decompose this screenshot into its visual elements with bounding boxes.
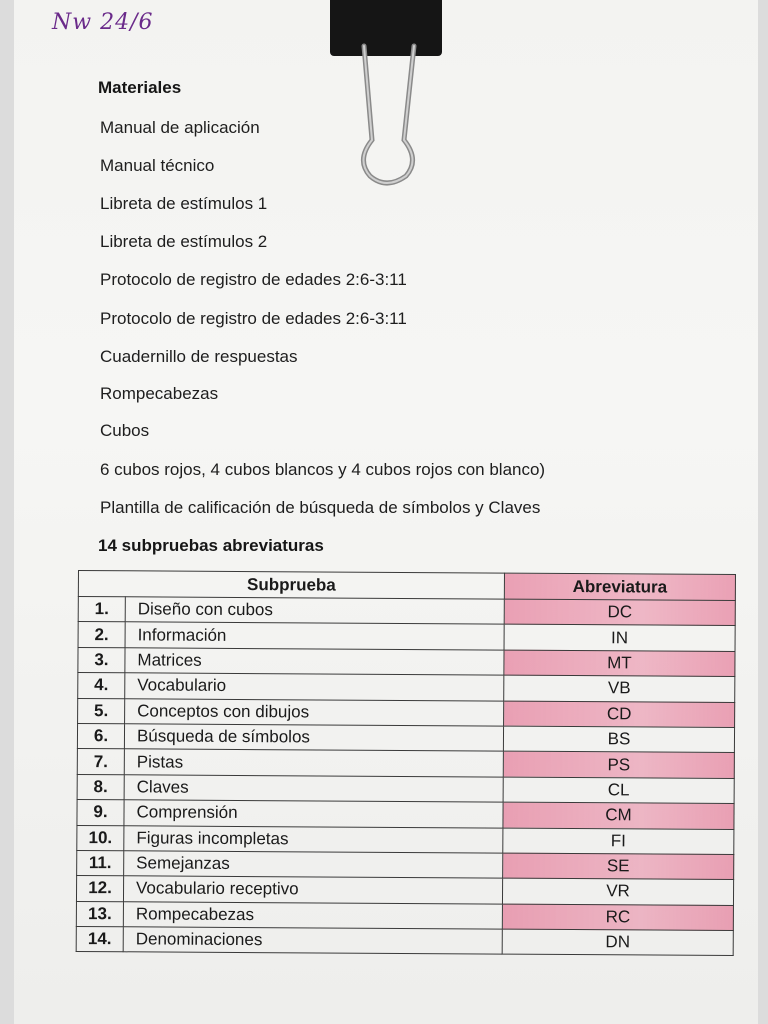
table-header-row — [78, 571, 735, 601]
subtest-number: 4. — [78, 673, 125, 699]
table-row — [76, 876, 733, 905]
materials-list-item: Rompecabezas — [100, 384, 219, 403]
subtest-abbreviation: DC — [504, 599, 735, 626]
table-row — [78, 597, 735, 626]
materials-list-item: Cubos — [100, 421, 150, 440]
subtests-heading: 14 subpruebas abreviaturas — [98, 536, 324, 555]
table-row — [77, 825, 734, 854]
subtest-abbreviation: VR — [502, 878, 733, 905]
table-row — [76, 901, 733, 930]
subtest-name: Búsqueda de símbolos — [124, 724, 503, 752]
subtest-abbreviation: MT — [504, 650, 735, 677]
subtest-abbreviation: DN — [502, 929, 733, 956]
table-row — [77, 723, 734, 752]
subtests-table — [76, 570, 736, 956]
table-row — [77, 774, 734, 803]
subtest-name: Información — [125, 622, 504, 650]
subtest-abbreviation: RC — [502, 904, 733, 931]
table-row — [78, 673, 735, 702]
table-row — [78, 647, 735, 676]
subtest-abbreviation: CL — [503, 777, 734, 804]
subtest-number: 14. — [76, 927, 123, 953]
binder-clip-icon — [330, 0, 442, 190]
subtest-number: 12. — [76, 876, 123, 902]
table-row — [77, 800, 734, 829]
subtest-name: Comprensión — [124, 800, 503, 828]
table-row — [77, 749, 734, 778]
subtest-name: Denominaciones — [123, 927, 502, 955]
subtest-number: 11. — [77, 850, 124, 876]
subtest-number: 13. — [76, 901, 123, 927]
subtest-number: 5. — [78, 698, 125, 724]
table-row — [76, 927, 733, 956]
subtest-name: Diseño con cubos — [125, 597, 504, 625]
subtest-number: 2. — [78, 622, 125, 648]
materials-heading: Materiales — [98, 78, 182, 97]
materials-list-item: Cuadernillo de respuestas — [100, 347, 298, 366]
subtest-abbreviation: BS — [503, 726, 734, 753]
subtest-name: Rompecabezas — [123, 901, 502, 929]
subtests-table-body — [76, 597, 735, 956]
table-row — [78, 698, 735, 727]
subtest-name: Claves — [124, 775, 503, 803]
subtest-name: Semejanzas — [124, 851, 503, 879]
subtest-name: Matrices — [125, 648, 504, 676]
subtest-name: Figuras incompletas — [124, 825, 503, 853]
materials-list-item: Libreta de estímulos 1 — [100, 194, 268, 213]
subtest-abbreviation: CD — [504, 701, 735, 728]
subtest-number: 9. — [77, 800, 124, 826]
materials-list-item: Plantilla de calificación de búsqueda de símbolos y Claves — [100, 498, 541, 517]
materials-list-item: Manual técnico — [100, 156, 215, 175]
subtest-number: 3. — [78, 647, 125, 673]
subtest-name: Vocabulario — [125, 673, 504, 701]
materials-list-item: Manual de aplicación — [100, 118, 260, 137]
column-header-subtest: Subprueba — [78, 571, 504, 600]
table-row — [78, 622, 735, 651]
subtest-name: Vocabulario receptivo — [123, 876, 502, 904]
materials-list-item: Protocolo de registro de edades 2:6-3:11 — [100, 270, 407, 289]
table-row — [77, 850, 734, 879]
subtest-abbreviation: FI — [503, 828, 734, 855]
materials-list-item: Protocolo de registro de edades 2:6-3:11 — [100, 309, 407, 328]
subtest-name: Conceptos con dibujos — [125, 698, 504, 726]
subtest-abbreviation: CM — [503, 802, 734, 829]
subtest-number: 10. — [77, 825, 124, 851]
subtest-name: Pistas — [124, 749, 503, 777]
subtest-abbreviation: PS — [503, 751, 734, 778]
subtest-number: 7. — [77, 749, 124, 775]
subtest-abbreviation: SE — [503, 853, 734, 880]
subtest-number: 8. — [77, 774, 124, 800]
subtest-abbreviation: IN — [504, 624, 735, 651]
subtest-number: 1. — [78, 597, 125, 623]
column-header-abbreviation: Abreviatura — [504, 573, 735, 600]
subtest-number: 6. — [77, 723, 124, 749]
materials-list-item: 6 cubos rojos, 4 cubos blancos y 4 cubos rojos con blanco) — [100, 460, 546, 479]
handwritten-note: Nw 24/6 — [52, 10, 154, 35]
materials-list-item: Libreta de estímulos 2 — [100, 232, 268, 251]
subtest-abbreviation: VB — [504, 675, 735, 702]
